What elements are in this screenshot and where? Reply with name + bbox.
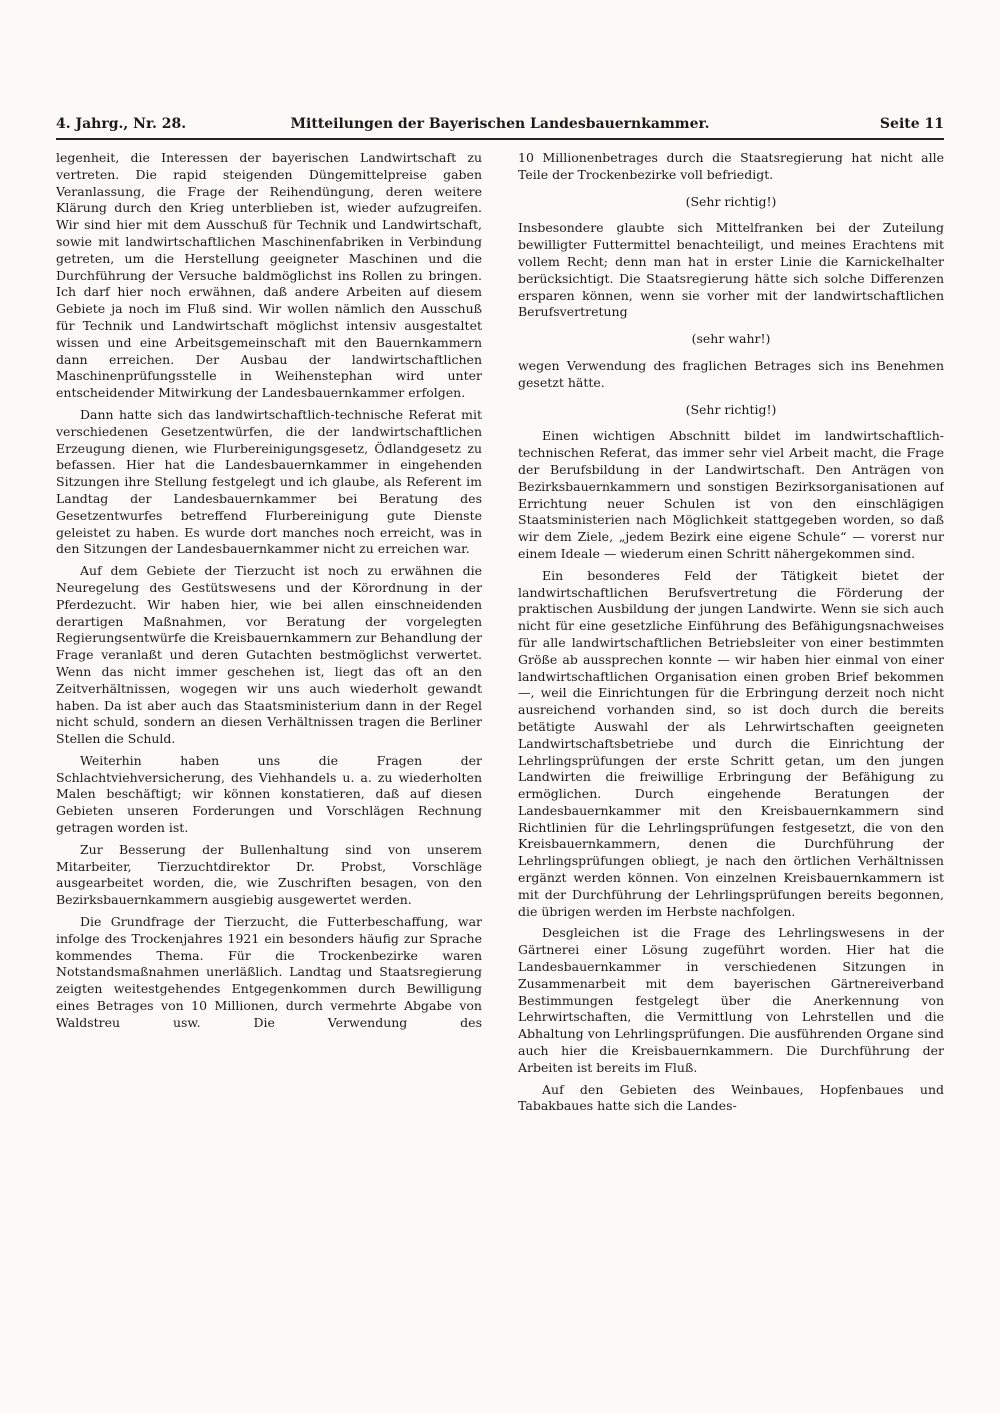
journal-title: Mitteilungen der Bayerischen Landesbauernkammer. (290, 116, 710, 132)
paragraph: wegen Verwendung des fraglichen Betrages sich ins Benehmen gesetzt hätte. (518, 357, 944, 390)
paragraph: Auf den Gebieten des Weinbaues, Hopfenbaues und Tabakbaues hatte sich die Landes- (518, 1081, 944, 1114)
paragraph: Desgleichen ist die Frage des Lehrlingswesens in der Gärtnerei einer Lösung zugeführt worden. Hier hat die Landesbauernkammer in verschiedenen Sitzungen in Zusammenarbeit mit dem bayerischen Gärtnereiverband Bestimmungen festgelegt über die Anerkennung von Lehrwirtschaften, die Vermittlung von Lehrstellen und die Abhaltung von Lehrlingsprüfungen. Die ausführenden Organe sind auch hier die Kreisbauernkammern. Die Durchführung der Arbeiten ist bereits im Fluß. (518, 925, 944, 1075)
paragraph: Die Grundfrage der Tierzucht, die Futterbeschaffung, war infolge des Trockenjahres 1921 ein besonders häufig zur Sprache kommendes Thema. Für die Trockenbezirke waren Notstandsmaßnahmen unerläßlich. Landtag und Staatsregierung zeigten weitestgehendes Entgegenkommen durch Bewilligung eines Betrages von 10 Millionen, durch vermehrte Abgabe von Waldstreu usw. Die Verwendung des (56, 914, 482, 1030)
paragraph: Insbesondere glaubte sich Mittelfranken bei der Zuteilung bewilligter Futtermittel benachteiligt, und meines Erachtens mit vollem Recht; denn man hat in erster Linie die Karnickelhalter berücksichtigt. Die Staatsregierung hätte sich solche Differenzen ersparen können, wenn sie vorher mit der landwirtschaftlichen Berufsvertretung (518, 220, 944, 320)
paragraph: legenheit, die Interessen der bayerischen Landwirtschaft zu vertreten. Die rapid steigenden Düngemittelpreise gaben Veranlassung, die Frage der Reihendüngung, deren weitere Klärung durch den Krieg unterblieben ist, wieder aufzugreifen. Wir sind hier mit dem Ausschuß für Technik und Landwirtschaft, sowie mit landwirtschaftlichen Maschinenfabriken in Verbindung getreten, um die Herstellung geeigneter Maschinen und die Durchführung der Versuche baldmöglichst ins Rollen zu bringen. Ich darf hier noch erwähnen, daß andere Arbeiten auf diesem Gebiete ja noch im Fluß sind. Wir wollen nämlich den Ausschuß für Technik und Landwirtschaft möglichst intensiv ausgestaltet wissen und eine Arbeitsgemeinschaft mit den Bauernkammern dann erreichen. Der Ausbau der landwirtschaftlichen Maschinenprüfungsstelle in Weihenstephan wird unter entscheidender Mitwirkung der Landesbauernkammer erfolgen. (56, 150, 482, 401)
paragraph: Einen wichtigen Abschnitt bildet im landwirtschaftlich-technischen Referat, das immer sehr viel Arbeit macht, die Frage der Berufsbildung in der Landwirtschaft. Den Anträgen von Bezirksbauernkammern und sonstigen Bezirksorganisationen auf Errichtung neuer Schulen ist von den einschlägigen Staatsministerien nach Möglichkeit stattgegeben worden, so daß wir dem Ziele, „jedem Bezirk eine eigene Schule“ — vorerst nur einem Ideale — wiederum einen Schritt nähergekommen sind. (518, 428, 944, 561)
left-column (56, 150, 482, 1305)
page-header (56, 112, 944, 140)
right-column (518, 150, 944, 1305)
interjection: (sehr wahr!) (691, 331, 771, 347)
paragraph: 10 Millionenbetrages durch die Staatsregierung hat nicht alle Teile der Trockenbezirke voll befriedigt. (518, 150, 944, 182)
interjection: (Sehr richtig!) (685, 193, 777, 209)
issue-number: 4. Jahrg., Nr. 28. (56, 116, 187, 132)
page-number: Seite 11 (879, 116, 944, 132)
paragraph: Auf dem Gebiete der Tierzucht ist noch zu erwähnen die Neuregelung des Gestütswesens und der Körordnung in der Pferdezucht. Wir haben hier, wie bei allen einschneidenden derartigen Maßnahmen, vor Beratung der vorgelegten Regierungsentwürfe die Kreisbauernkammern zur Behandlung der Frage veranlaßt und deren Gutachten bestmöglichst verwertet. Wenn das nicht immer geschehen ist, liegt das oft an den Zeitverhältnissen, wogegen wir uns auch wiederholt gewandt haben. Da ist aber auch das Staatsministerium dann in der Regel nicht schuld, sondern an diesen Verhältnissen tragen die Berliner Stellen die Schuld. (56, 563, 482, 747)
paragraph: Dann hatte sich das landwirtschaftlich-technische Referat mit verschiedenen Gesetzentwürfen, die der landwirtschaftlichen Erzeugung dienen, wie Flurbereinigungsgesetz, Ödlandgesetz zu befassen. Hier hat die Landesbauernkammer in eingehenden Sitzungen ihre Stellung festgelegt und ich glaube, als Referent im Landtag der Landesbauernkammer bei Beratung des Gesetzentwurfes betreffend Flurbereinigung gute Dienste geleistet zu haben. Es wurde dort manches noch erreicht, was in den Sitzungen der Landesbauernkammer nicht zu erreichen war. (56, 406, 482, 557)
paragraph: Ein besonderes Feld der Tätigkeit bietet der landwirtschaftlichen Berufsvertretung die Förderung der praktischen Ausbildung der jungen Landwirte. Wenn sie sich auch nicht für eine gesetzliche Einführung des Befähigungsnachweises für alle landwirtschaftlichen Betriebsleiter von einer bestimmten Größe ab aussprechen konnte — wir haben hier einmal von einer landwirtschaftlichen Organisation einen groben Brief bekommen —, weil die Einrichtungen für die Erbringung derzeit noch nicht ausreichend vorhanden sind, so ist doch durch die bereits betätigte Auswahl der als Lehrwirtschaften geeigneten Landwirtschaftsbetriebe und durch die Einrichtung der Lehrlingsprüfungen der erste Schritt getan, um den jungen Landwirten die freiwillige Erbringung der Befähigung zu ermöglichen. Durch eingehende Beratungen der Landesbauernkammer mit den Kreisbauernkammern sind Richtlinien für die Lehrlingsprüfungen festgesetzt, die von den Kreisbauernkammern, denen die Durchführung der Lehrlingsprüfungen obliegt, je nach den örtlichen Verhältnissen ergänzt werden können. Von einzelnen Kreisbauernkammern ist mit der Durchführung der Lehrlingsprüfungen bereits begonnen, die übrigen werden im Herbste nachfolgen. (518, 567, 944, 919)
paragraph: Weiterhin haben uns die Fragen der Schlachtviehversicherung, des Viehhandels u. a. zu wiederholten Malen beschäftigt; wir können konstatieren, daß auf diesen Gebieten unseren Forderungen und Vorschlägen Rechnung getragen worden ist. (56, 752, 482, 836)
paragraph: Zur Besserung der Bullenhaltung sind von unserem Mitarbeiter, Tierzuchtdirektor Dr. Probst, Vorschläge ausgearbeitet worden, die, wie Zuschriften besagen, von den Bezirksbauernkammern ausgiebig ausgewertet werden. (56, 841, 482, 908)
interjection: (Sehr richtig!) (685, 401, 777, 417)
